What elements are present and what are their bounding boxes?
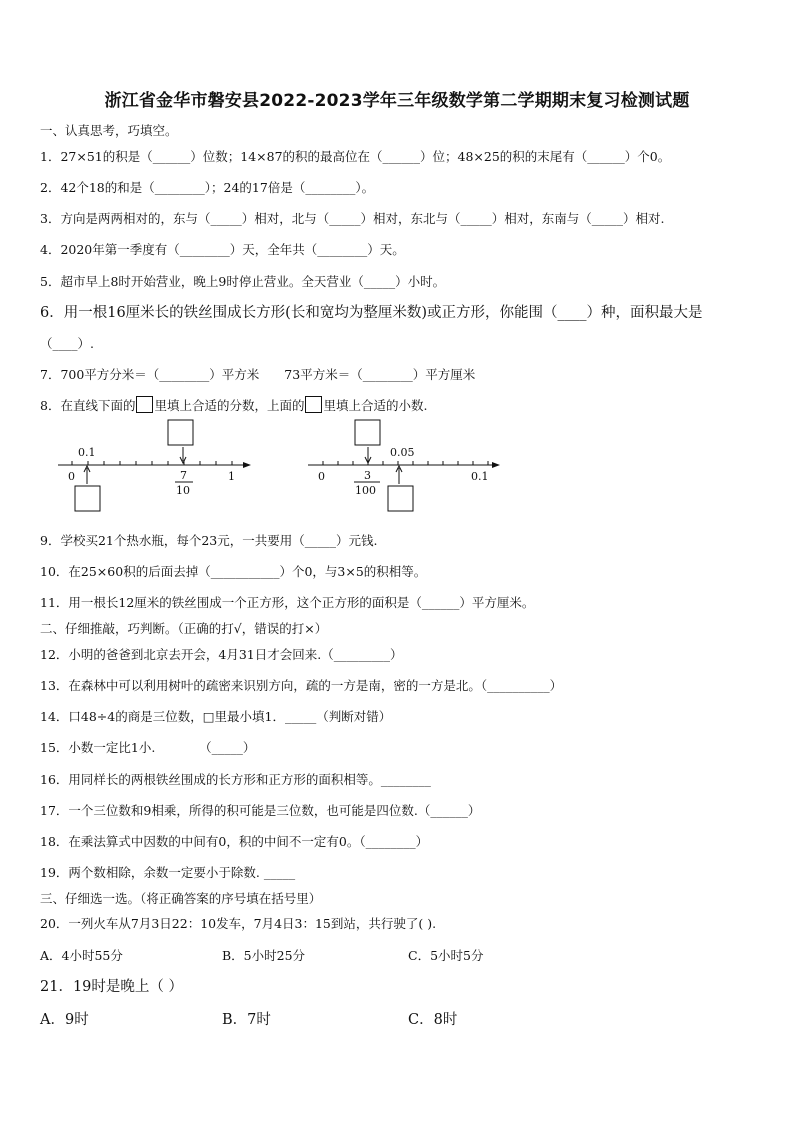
label-start: 0	[68, 470, 75, 483]
question-5: 5．超市早上8时开始营业，晚上9时停止营业。全天营业（_____）小时。	[40, 274, 446, 289]
fraction-denominator: 100	[355, 484, 376, 497]
choice-20-a: A．4小时55分	[40, 948, 123, 963]
question-17: 17．一个三位数和9相乘，所得的积可能是三位数，也可能是四位数.（______）	[40, 803, 481, 818]
question-9: 9．学校买21个热水瓶，每个23元，一共要用（_____）元钱.	[40, 533, 378, 548]
question-10: 10．在25×60积的后面去掉（___________）个0，与3×5的积相等。	[40, 564, 427, 579]
question-8-part2: 里填上合适的分数，上面的	[154, 398, 305, 413]
question-8	[40, 396, 760, 414]
answer-box-icon	[305, 396, 322, 413]
page-title: 浙江省金华市磐安县2022-2023学年三年级数学第二学期期末复习检测试题	[104, 91, 690, 111]
question-20: 20．一列火车从7月3日22：10发车，7月4日3：15到站，共行驶了( ).	[40, 916, 437, 931]
answer-box-bottom[interactable]	[388, 486, 413, 511]
axis-arrow-icon	[243, 462, 251, 468]
number-line-1	[58, 420, 251, 511]
choice-21-c: C．8时	[408, 1012, 458, 1028]
question-14: 14．口48÷4的商是三位数，□里最小填1．_____（判断对错）	[40, 709, 392, 724]
question-11: 11．用一根长12厘米的铁丝围成一个正方形，这个正方形的面积是（______）平方厘米。	[40, 595, 535, 610]
choice-20-c: C．5小时5分	[408, 948, 484, 963]
label-end: 0.1	[471, 470, 489, 483]
question-8-part1: 8．在直线下面的	[40, 398, 136, 413]
label-top: 0.1	[78, 446, 96, 459]
number-line-2	[308, 420, 500, 511]
fraction-denominator: 10	[176, 484, 190, 497]
question-6-line2: （____）.	[40, 336, 94, 351]
answer-box-icon	[136, 396, 153, 413]
choice-21-a: A．9时	[40, 1012, 89, 1028]
question-21: 21．19时是晚上（ ）	[40, 979, 184, 995]
answer-box-bottom[interactable]	[75, 486, 100, 511]
question-16: 16．用同样长的两根铁丝围成的长方形和正方形的面积相等。________	[40, 772, 431, 787]
ticks	[323, 461, 488, 465]
question-1: 1．27×51的积是（______）位数；14×87的积的最高位在（______）位；48×25的积的末尾有（______）个0。	[40, 149, 671, 164]
question-13: 13．在森林中可以利用树叶的疏密来识别方向，疏的一方是南，密的一方是北。（__________）	[40, 678, 563, 693]
choice-21-b: B．7时	[222, 1012, 271, 1028]
question-12: 12．小明的爸爸到北京去开会，4月31日才会回来.（_________）	[40, 647, 403, 662]
question-6-line1: 6．用一根16厘米长的铁丝围成长方形(长和宽均为整厘米数)或正方形，你能围（____）种，面积最大是	[40, 305, 703, 321]
question-2: 2．42个18的和是（________）；24的17倍是（________）。	[40, 180, 375, 195]
number-line-diagram	[40, 414, 510, 516]
ticks	[72, 461, 232, 465]
section-1-heading: 一、认真思考，巧填空。	[40, 123, 178, 138]
answer-box-top[interactable]	[168, 420, 193, 445]
question-8-part3: 里填上合适的小数.	[323, 398, 428, 413]
label-start: 0	[318, 470, 325, 483]
label-top: 0.05	[390, 446, 415, 459]
question-19: 19．两个数相除，余数一定要小于除数. _____	[40, 865, 296, 880]
fraction-numerator: 7	[180, 469, 187, 482]
choice-20-b: B．5小时25分	[222, 948, 306, 963]
section-2-heading: 二、仔细推敲，巧判断。（正确的打√，错误的打×）	[40, 621, 328, 636]
answer-box-top[interactable]	[355, 420, 380, 445]
question-15: 15．小数一定比1小. （_____）	[40, 740, 256, 755]
fraction-numerator: 3	[364, 469, 371, 482]
question-18: 18．在乘法算式中因数的中间有0，积的中间不一定有0。（________）	[40, 834, 429, 849]
section-3-heading: 三、仔细选一选。（将正确答案的序号填在括号里）	[40, 891, 322, 906]
axis-arrow-icon	[492, 462, 500, 468]
question-7: 7．700平方分米＝（________）平方米 73平方米＝（________）平方厘米	[40, 367, 476, 382]
question-4: 4．2020年第一季度有（________）天，全年共（________）天。	[40, 242, 405, 257]
question-3: 3．方向是两两相对的，东与（_____）相对，北与（_____）相对，东北与（_____）相对，东南与（_____）相对.	[40, 211, 665, 226]
label-end: 1	[228, 470, 235, 483]
